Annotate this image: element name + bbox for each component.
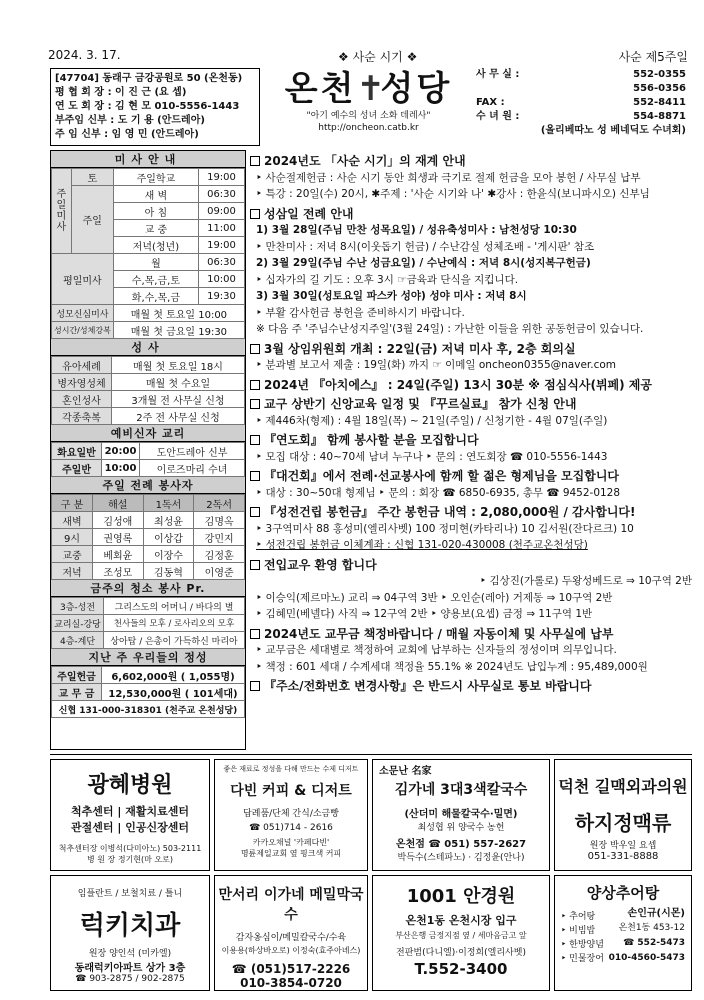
ad-line: 소문난 名家 [379,766,432,777]
server-mass: 새벽 [52,512,93,529]
mass-table [51,168,245,339]
square-bullet-icon [250,507,260,517]
sun-mass: 새 벽 [113,186,198,203]
notice-line: ‣ 책정 : 601 세대 / 수계세대 책정율 55.1% ※ 2024년도 납입누계 : 95,489,000원 [256,660,648,673]
cat-class: 화요일반 [52,443,102,460]
ad-name: 럭키치과 [79,911,181,941]
notice-line: ‣ 3구역미사 88 홍성미(엘리사벳) 100 정미현(카타리나) 10 김서원(잔다르크) 10 [256,522,634,535]
notice-line: ※ 다음 주 '주님수난성지주일'(3월 24일) : 가난한 이들을 위한 공동헌금이 있습니다. [256,323,644,335]
schedule-column [50,150,246,750]
ads-area [50,754,692,994]
server-table [51,494,245,580]
notice-title: 『대건회』에서 전례·선교봉사에 함께 할 젊은 형제님을 모집합니다 [250,468,692,485]
server-col: 구 분 [52,495,93,512]
off-label: 교 무 금 [52,684,102,701]
sunday: 주일 [71,186,113,254]
ad-loach-soup [554,875,692,991]
server-name: 강민지 [194,529,245,546]
notice-line: 2) 3월 29일(주님 수난 성금요일) / 수난예식 : 저녁 8시(성지복구헌금) [256,257,591,269]
ad-name: 덕천 길맥외과의원 [558,777,688,796]
server-name: 김성애 [92,512,143,529]
ad-line: 척추센터장 이병석(다미아노) 503-2111 [58,844,202,853]
sac-value: 3개월 전 사무실 신청 [112,391,245,408]
ad-name: 만서리 이가네 메밀막국수 [218,887,364,923]
square-bullet-icon [250,380,260,390]
nuns-label: 수 녀 원 : [476,111,520,122]
off-value: 6,602,000원 ( 1,055명) [102,667,245,684]
notice-line: ‣ 모집 대상 : 40~70세 남녀 누구나 ‣ 문의 : 연도회장 ☎ 010-5556-1443 [256,450,608,463]
clean-group: 상아탑 / 은총이 가득하신 마리아 [104,632,245,649]
notice-line: ‣ 제446차(형제) : 4월 18일(목) ~ 21일(주일) / 신청기한 - 4월 07일(주일) [256,414,608,427]
square-bullet-icon [250,471,260,481]
extra-value: 매월 첫 토요일 10:00 [113,305,244,322]
server-name: 김정훈 [194,546,245,563]
clean-area: 3층-성전 [52,598,104,615]
ad-optician [372,875,550,991]
issue-date: 2024. 3. 17. [48,48,121,62]
notice-title: 3월 상임위원회 개최 : 22일(금) 저녁 미사 후, 2층 회의실 [250,341,692,358]
fax-number: 552-8411 [633,97,686,108]
sun-time: 11:00 [199,220,245,237]
notice-line: ‣ 이승익(제르마노) 교리 ⇒ 04구역 3반 ‣ 오인순(레아) 거제동 ⇒ 10구역 2반 [256,591,613,604]
notice-title: 전입교우 환영 합니다 [250,557,692,574]
offering-head: 지난 주 우리들의 정성 [51,649,245,666]
ad-name: 1001 안경원 [406,886,516,907]
offering-table [51,666,245,718]
ad-line: 박득수(스테파노) · 김정윤(안나) [397,853,525,863]
ad-line: ☎ 552-5473 [623,938,685,948]
ad-line: 임플란트 / 보철치료 / 틀니 [77,889,183,899]
ad-line: ☎ (051)517-2226 [231,962,351,976]
clean-group: 천사들의 모후 / 로사리오의 모후 [104,615,245,632]
wk-day: 수,목,금,토 [113,271,198,288]
wk-day: 월 [113,254,198,271]
wk-time: 06:30 [199,254,245,271]
ad-line: 손인규(시몬) [627,908,685,919]
server-col: 1독서 [143,495,194,512]
cat-time: 20:00 [102,443,140,460]
parish-info-box [50,68,260,146]
server-col: 2독서 [194,495,245,512]
server-name: 김동혁 [143,563,194,580]
server-head: 주일 전례 봉사자 [51,477,245,494]
sun-mass: 아 침 [113,203,198,220]
ad-line: ‣ 비빔밥 [561,926,596,936]
cat-teacher: 도안드레아 신부 [140,443,245,460]
ad-line: 원장 양인석 (미카엘) [88,949,172,959]
ad-line: 온천1동 온천시장 입구 [405,914,517,927]
cat-time: 10:00 [102,460,140,477]
server-name: 조성모 [92,563,143,580]
sac-label: 병자영성체 [52,374,112,391]
notice-title: 성삼일 전례 안내 [250,206,692,223]
sun-time: 09:00 [199,203,245,220]
sacrament-table [51,356,245,425]
notice-line: ‣ 김상진(가롤로) 두왕성베드로 ⇒ 10구역 2반 [479,575,692,587]
server-mass: 9시 [52,529,93,546]
pastor: 주 임 신부 : 임 영 민 (안드레아) [55,129,199,140]
server-name: 권영록 [92,529,143,546]
ad-name: 광혜병원 [87,773,173,798]
ad-line: 최성협 위 양국수 농헌 [417,823,505,833]
server-name: 이장수 [143,546,194,563]
sac-value: 매월 첫 수요일 [112,374,245,391]
sac-label: 유아세례 [52,357,112,374]
ad-dental [50,875,210,991]
sun-time: 19:00 [199,237,245,254]
ad-name: 양상추어탕 [586,884,660,902]
sat-mass: 주일학교 [113,169,198,186]
ad-line: 010-3854-0720 [240,976,342,990]
chairman: 평 협 회 장 : 이 진 근 (요 셉) [55,87,187,98]
ad-cafe [214,759,368,871]
ad-line: 관절센터 | 인공신장센터 [71,821,189,834]
ad-line: ‣ 한방양념 [561,940,604,950]
ad-line: 051-331-8888 [587,851,659,862]
ad-line: 카카오채널 '카페다빈' [252,838,330,847]
ad-line: 원장 박우일 요셉 [589,841,657,851]
nuns-phone: 554-8871 [633,111,686,122]
notice-line: ‣ 김혜민(베넬다) 사직 ⇒ 12구역 2반 ‣ 양용보(요셉) 금정 ⇒ 11구역 1반 [256,608,593,620]
ad-line: T.552-3400 [414,960,508,978]
issue-label: 사순 제5주일 [618,50,688,64]
ad-hospital [50,759,210,871]
notice-line: ‣ 특강 : 20일(수) 20시, ✱주제 : '사순 시기와 나' ✱강사 : 한윤식(보니파시오) 신부님 [256,188,650,200]
notice-line: ‣ 사순절제헌금 : 사순 시기 동안 희생과 극기로 절제 헌금을 모아 봉헌 / 사무실 납부 [256,171,641,184]
clean-head: 금주의 청소 봉사 Pr. [51,580,245,597]
notice-title: 2024년 『아치에스』 : 24일(주일) 13시 30분 ※ 점심식사(뷔페) 제공 [250,377,692,394]
clean-area: 4층-계단 [52,632,104,649]
square-bullet-icon [250,156,260,166]
notice-line: 1) 3월 28일(주님 만찬 성목요일) / 성유축성미사 : 남천성당 10:30 [256,224,577,236]
ad-line: 감자옹심이/메밀칼국수/수육 [235,933,347,943]
notice-line: ‣ 분과별 보고서 제출 : 19일(화) 까지 ☞ 이메일 oncheon0355@naver.com [256,359,617,371]
notice-line: 3) 3월 30일(성토요일 파스카 성야) 성야 미사 : 저녁 8시 [256,290,527,302]
office-label: 사 무 실 : [476,69,520,80]
top-bar [48,48,688,64]
sat-time: 19:00 [199,169,245,186]
title-left: 온천 [284,69,357,109]
sac-value: 2주 전 사무실 신청 [112,408,245,425]
server-name: 이영준 [194,563,245,580]
sac-label: 혼인성사 [52,391,112,408]
cat-class: 주일반 [52,460,102,477]
notice-column [250,150,692,750]
ad-line: ‣ 추어탕 [561,912,596,922]
nuns-note: (올리베따노 성 베네딕도 수녀회) [540,125,686,136]
season-label: ❖ 사순 시기 ❖ [338,50,418,64]
ad-line: 온천1동 453-12 [618,923,685,933]
notice-line: ‣ 십자가의 길 기도 : 오후 3시 ☞금육과 단식을 지킵니다. [256,273,519,286]
office-phone-1: 552-0355 [633,69,686,80]
title-right: 성당 [380,69,453,109]
sac-label: 각종축복 [52,408,112,425]
sat-label: 토 [71,169,113,186]
ad-line: ☎ 051)714 - 2616 [249,823,333,833]
off-value: 12,530,000원 ( 101세대) [102,684,245,701]
catechumen-table [51,442,245,477]
server-col: 해설 [92,495,143,512]
sunday-label: 주일미사 [52,169,72,254]
ad-name: 다빈 커피 & 디저트 [230,783,352,799]
server-name: 김명옥 [194,512,245,529]
square-bullet-icon [250,681,260,691]
youth-chair: 연 도 회 장 : 김 현 모 010-5556-1443 [55,101,240,112]
ad-clinic [554,759,692,871]
cross-icon: ✝ [356,69,388,109]
notice-title: 『연도회』 함께 봉사할 분을 모집합니다 [250,432,692,449]
square-bullet-icon [250,344,260,354]
notice-line: ‣ 교무금은 세대별로 책정하여 교회에 납부하는 신자들의 정성이며 의무입니다. [256,644,617,656]
clean-table [51,597,245,649]
ad-name: 김가네 3대3색칼국수 [394,782,528,798]
ad-line: (산더미 해물칼국수·밀면) [404,809,518,820]
ad-line: 답례품/단체 간식/소금빵 [243,809,339,819]
ad-line: 척추센터 | 재활치료센터 [71,805,189,818]
ad-line: 좋은 재료로 정성을 다해 만드는 수제 디저트 [223,765,359,773]
ad-noodle [372,759,550,871]
notice-line: ‣ 만찬미사 : 저녁 8시(이웃돕기 헌금) / 수난감실 성체조배 - '게시판' 참조 [256,240,595,253]
square-bullet-icon [250,629,260,639]
server-name: 최성윤 [143,512,194,529]
sacrament-head: 성사 [51,339,245,356]
square-bullet-icon [250,209,260,219]
website-link[interactable]: http://oncheon.catb.kr [318,123,419,133]
ad-line: 010-4560-5473 [608,953,685,963]
catechumen-head: 예비신자 교리 [51,425,245,442]
square-bullet-icon [250,560,260,570]
square-bullet-icon [250,399,260,409]
server-name: 이상갑 [143,529,194,546]
sun-mass: 저녁(청년) [113,237,198,254]
server-name: 베회윤 [92,546,143,563]
cat-teacher: 이로즈마리 수녀 [140,460,245,477]
clean-area: 교리실-강당 [52,615,104,632]
notice-title: 2024년도 교무금 책정바랍니다 / 매월 자동이체 및 사무실에 납부 [250,626,692,643]
wk-time: 10:00 [199,271,245,288]
notice-line: ‣ 대상 : 30~50대 형제님 ‣ 문의 : 회장 ☎ 6850-6935, 총무 ☎ 9452-0128 [256,486,621,499]
ad-line: 병 원 장 정기현(마 오로) [87,855,173,864]
square-bullet-icon [250,435,260,445]
sun-time: 06:30 [199,186,245,203]
address: [47704] 동래구 금강공원로 50 (온천동) [55,73,243,84]
bank-account: 신협 131-000-318301 (천주교 온천성당) [52,701,245,718]
ad-line: ☎ 903-2875 / 902-2875 [75,974,185,984]
contact-box [476,68,690,146]
sac-value: 매월 첫 토요일 18시 [112,357,245,374]
notice-title: 『성전건립 봉헌금』 주간 봉헌금 내역 : 2,080,000원 / 감사합니다! [250,504,692,521]
assistant-priest: 부주임 신부 : 도 기 용 (안드레아) [55,115,205,126]
weekday-label: 평일미사 [52,254,114,305]
wk-day: 화,수,목,금 [113,288,198,305]
sun-mass: 교 중 [113,220,198,237]
parish-logo [266,68,471,146]
mass-head: 미사안내 [51,151,245,168]
ad-line: 하지정맥류 [574,811,672,835]
notice-line: ‣ 부활 감사헌금 봉헌을 준비하시기 바랍니다. [256,306,465,319]
slogan: "아기 예수의 성녀 소화 데레사" [306,111,431,121]
ad-buckwheat [214,875,368,991]
ad-line: 동래럭키아파트 상가 3층 [74,963,186,974]
ad-line: 명륜제일교회 옆 핑크색 커피 [240,849,342,858]
fax-label: FAX : [476,97,505,108]
ad-line: 부산은행 금정지점 옆 / 세마음금고 앞 [395,931,527,940]
off-label: 주일헌금 [52,667,102,684]
office-phone-2: 556-0356 [633,83,686,94]
clean-group: 그리스도의 어머니 / 바다의 별 [104,598,245,615]
extra-label: 성모신심미사 [52,305,114,322]
ad-line: 이용용(하상바오로) 이정숙(효주아녜스) [221,946,361,955]
notice-title: 2024년도 「사순 시기」의 재계 안내 [250,153,692,170]
extra-label: 성시간/성체강복 [52,322,114,339]
notice-title: 교구 상반기 신앙교육 일정 및 『꾸르실료』 참가 신청 안내 [250,396,692,413]
notice-line: ‣ 성전건립 봉헌금 이체계좌 : 신협 131-020-430008 (천주교온천성당) [256,539,588,551]
ad-line: 온천점 ☎ 051) 557-2627 [395,839,527,850]
wk-time: 19:30 [199,288,245,305]
ad-line: 전판범(다니엘)·이정희(엘리사벳) [396,948,526,958]
server-mass: 저녁 [52,563,93,580]
ad-line: ‣ 민물장어 [561,954,604,964]
extra-value: 매월 첫 금요일 19:30 [113,322,244,339]
server-mass: 교중 [52,546,93,563]
notice-title: 『주소/전화번호 변경사항』은 반드시 사무실로 통보 바랍니다 [250,678,692,695]
